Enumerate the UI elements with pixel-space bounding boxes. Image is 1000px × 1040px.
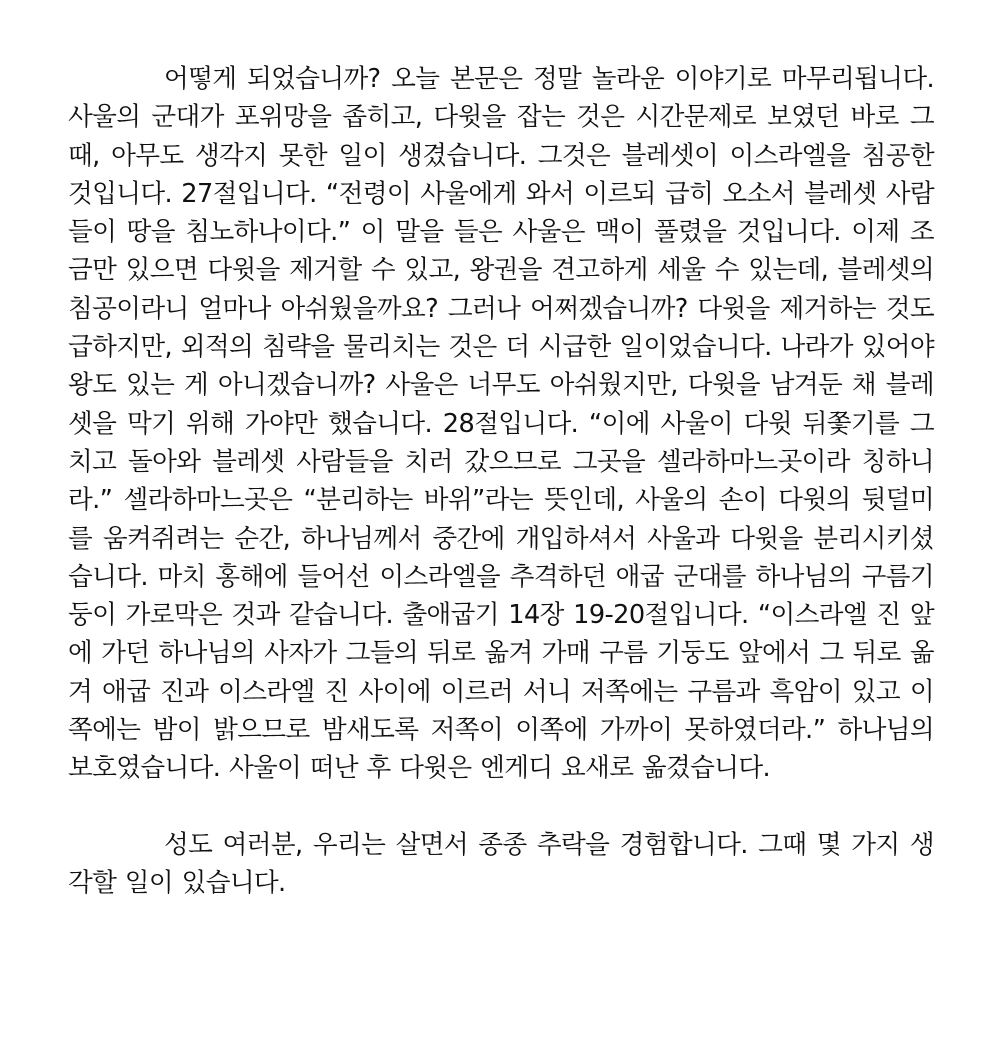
document-body (68, 60, 934, 902)
paragraph-2: 성도 여러분, 우리는 살면서 종종 추락을 경험합니다. 그때 몇 가지 생각할 일이 있습니다. (68, 829, 934, 898)
paragraph-1: 어떻게 되었습니까? 오늘 본문은 정말 놀라운 이야기로 마무리됩니다. 사울의 군대가 포위망을 좁히고, 다윗을 잡는 것은 시간문제로 보였던 바로 그때, 아무도 생각지 못한 일이 생겼습니다. 그것은 블레셋이 이스라엘을 침공한 것입니다. 27절입니다. “전령이 사울에게 와서 이르되 급히 오소서 블레셋 사람들이 땅을 침노하나이다.” 이 말을 들은 사울은 맥이 풀렸을 것입니다. 이제 조금만 있으면 다윗을 제거할 수 있고, 왕권을 견고하게 세울 수 있는데, 블레셋의 침공이라니 얼마나 아쉬웠을까요? 그러나 어쩌겠습니까? 다윗을 제거하는 것도 급하지만, 외적의 침략을 물리치는 것은 더 시급한 일이었습니다. 나라가 있어야 왕도 있는 게 아니겠습니까? 사울은 너무도 아쉬웠지만, 다윗을 남겨둔 채 블레셋을 막기 위해 가야만 했습니다. 28절입니다. “이에 사울이 다윗 뒤쫓기를 그치고 돌아와 블레셋 사람들을 치러 갔으므로 그곳을 셀라하마느곳이라 칭하니라.” 셀라하마느곳은 “분리하는 바위”라는 뜻인데, 사울의 손이 다윗의 뒷덜미를 움켜쥐려는 순간, 하나님께서 중간에 개입하셔서 사울과 다윗을 분리시키셨습니다. 마치 홍해에 들어선 이스라엘을 추격하던 애굽 군대를 하나님의 구름기둥이 가로막은 것과 같습니다. 출애굽기 14장 19-20절입니다. “이스라엘 진 앞에 가던 하나님의 사자가 그들의 뒤로 옮겨 가매 구름 기둥도 앞에서 그 뒤로 옮겨 애굽 진과 이스라엘 진 사이에 이르러 서니 저쪽에는 구름과 흑암이 있고 이쪽에는 밤이 밝으므로 밤새도록 저쪽이 이쪽에 가까이 못하였더라.” 하나님의 보호였습니다. 사울이 떠난 후 다윗은 엔게디 요새로 옮겼습니다. (68, 64, 934, 784)
